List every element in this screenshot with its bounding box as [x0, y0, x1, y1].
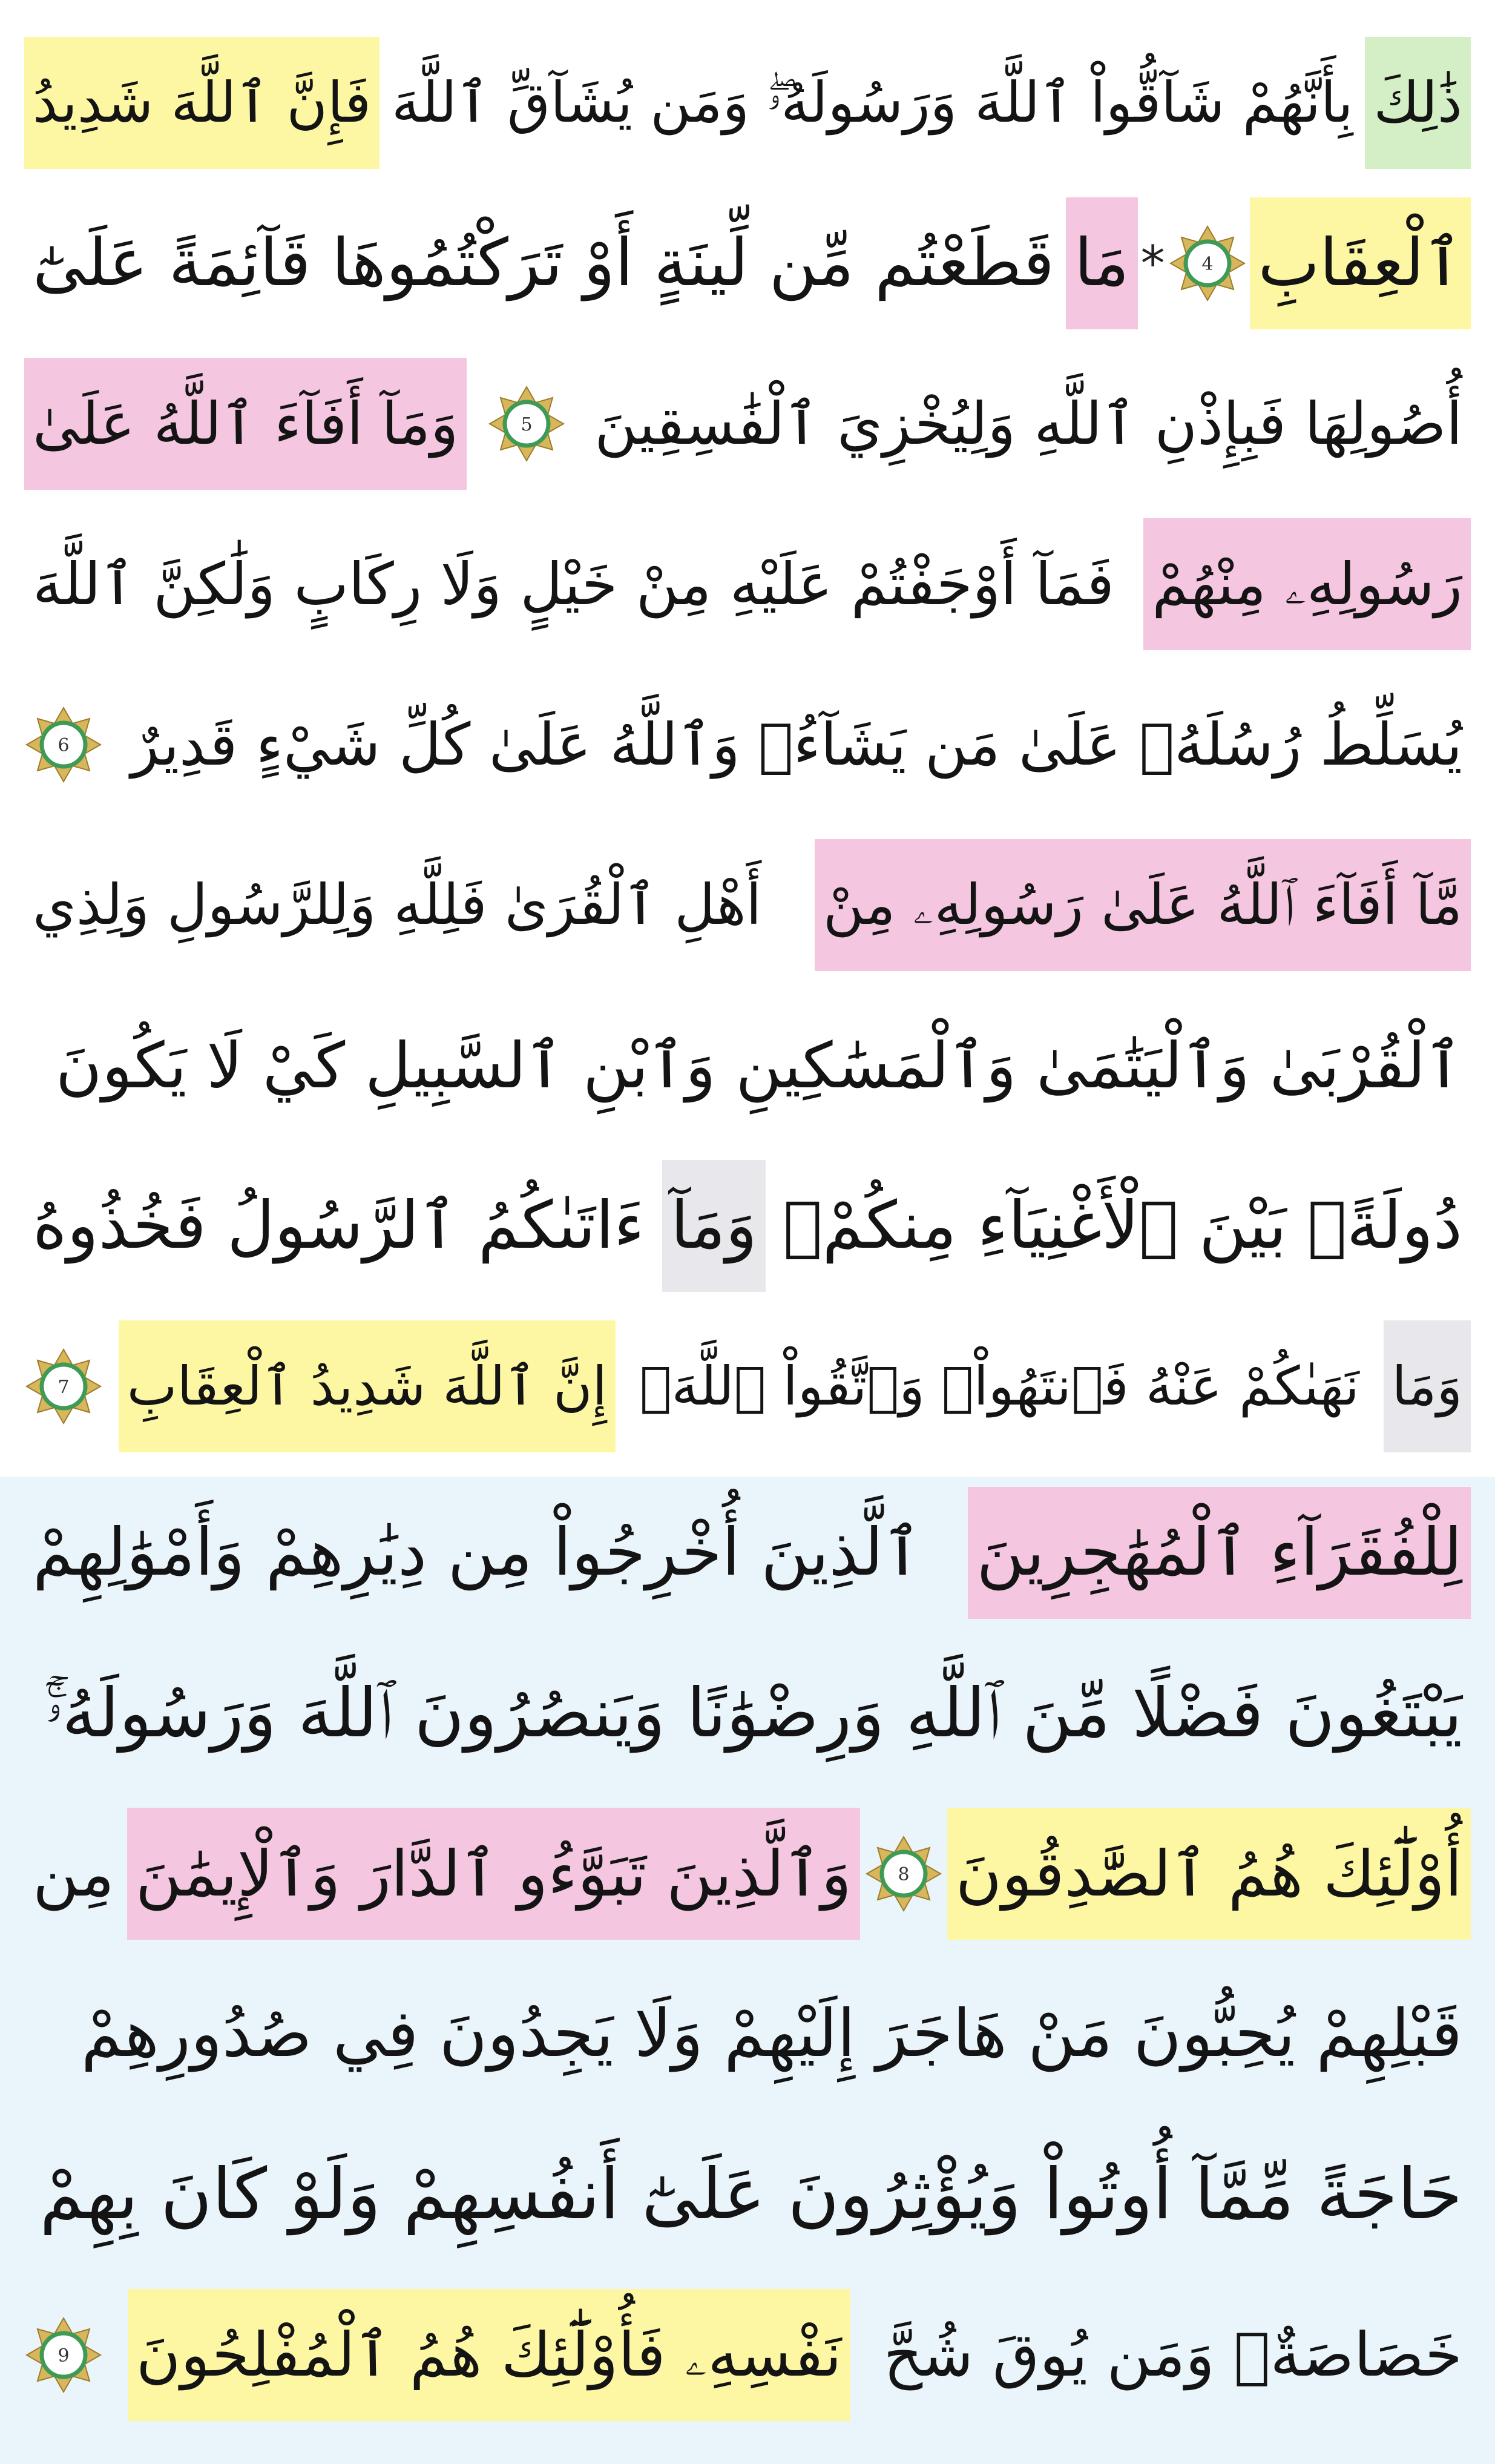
ayah-number: 9 — [58, 2345, 70, 2367]
section-star-icon: * — [1140, 235, 1165, 292]
highlighted-verse-text: مَا — [1066, 197, 1138, 329]
highlighted-verse-text: أُوْلَٰٓئِكَ هُمُ ٱلصَّٰدِقُونَ — [947, 1808, 1471, 1940]
ayah-number: 4 — [1201, 254, 1214, 275]
ayah-number: 5 — [521, 414, 533, 435]
verse-line — [24, 1958, 1471, 2110]
highlighted-verse-text: رَسُولِهِۦ مِنْهُمْ — [1143, 518, 1471, 650]
highlighted-verse-text: وَٱلَّذِينَ تَبَوَّءُو ٱلدَّارَ وَٱلْإِيمَٰنَ — [127, 1808, 860, 1940]
verse-text: بِأَنَّهُمْ شَآقُّواْ ٱللَّهَ وَرَسُولَهُۥۖ وَمَن يُشَآقِّ ٱللَّهَ — [391, 70, 1353, 135]
ayah-end-marker — [864, 1834, 943, 1913]
highlighted-verse-text: وَمَآ — [662, 1160, 766, 1292]
verse-line — [24, 990, 1471, 1141]
ayah-number: 7 — [58, 1377, 70, 1398]
verse-text: قَطَعْتُم مِّن لِّينَةٍ أَوْ تَرَكْتُمُوهَا قَآئِمَةً عَلَىٰٓ — [33, 225, 1054, 301]
verse-text: خَصَاصَةٌۚ وَمَن يُوقَ شُحَّ — [883, 2319, 1462, 2390]
highlighted-verse-text: مَّآ أَفَآءَ ٱللَّهُ عَلَىٰ رَسُولِهِۦ مِنْ — [815, 839, 1471, 971]
verse-line — [24, 1798, 1471, 1949]
verse-text: ءَاتَىٰكُمُ ٱلرَّسُولُ فَخُذُوهُ — [33, 1188, 645, 1263]
verse-line — [24, 669, 1471, 820]
highlighted-verse-text: وَمَآ أَفَآءَ ٱللَّهُ عَلَىٰ — [24, 358, 467, 490]
verse-text: أَهْلِ ٱلْقُرَىٰ فَلِلَّهِ وَلِلرَّسُولِ وَلِذِي — [33, 872, 762, 937]
highlighted-verse-text: لِلْفُقَرَآءِ ٱلْمُهَٰجِرِينَ — [968, 1487, 1471, 1619]
verse-line — [24, 27, 1471, 179]
verse-line — [24, 2119, 1471, 2270]
verse-text: يَبْتَغُونَ فَضْلًا مِّنَ ٱللَّهِ وَرِضْوَٰنًا وَيَنصُرُونَ ٱللَّهَ وَرَسُولَهُۥٓۚ — [45, 1674, 1462, 1753]
verse-line — [24, 348, 1471, 499]
highlighted-verse-text: ذَٰلِكَ — [1365, 37, 1471, 169]
verse-text: ٱلَّذِينَ أُخْرِجُواْ مِن دِيَٰرِهِمْ وَأَمْوَٰلِهِمْ — [33, 1515, 922, 1590]
highlighted-verse-text: وَمَا — [1384, 1320, 1471, 1452]
highlighted-verse-text: فَإِنَّ ٱللَّهَ شَدِيدُ — [24, 37, 380, 169]
verse-text: يُسَلِّطُ رُسُلَهُۥ عَلَىٰ مَن يَشَآءُۚ وَٱللَّهُ عَلَىٰ كُلِّ شَيْءٍ قَدِيرٌ — [131, 711, 1462, 779]
verse-line — [24, 509, 1471, 660]
verse-line — [24, 1150, 1471, 1302]
verse-text: فَمَآ أَوْجَفْتُمْ عَلَيْهِ مِنْ خَيْلٍ وَلَا رِكَابٍ وَلَٰكِنَّ ٱللَّهَ — [33, 550, 1114, 618]
ayah-end-marker — [487, 384, 566, 463]
verse-line — [24, 1311, 1471, 1462]
verse-text: نَهَىٰكُمْ عَنْهُ فَٱنتَهُواْۚ وَٱتَّقُواْ ٱللَّهَۖ — [639, 1355, 1359, 1417]
ayah-end-marker — [1168, 224, 1247, 303]
verse-text: حَاجَةً مِّمَّآ أُوتُواْ وَيُؤْثِرُونَ عَلَىٰٓ أَنفُسِهِمْ وَلَوْ كَانَ بِهِمْ — [39, 2153, 1462, 2235]
verse-line — [24, 829, 1471, 981]
ayah-end-marker — [24, 1347, 103, 1426]
verse-text: دُولَةًۢ بَيْنَ ٱلْأَغْنِيَآءِ مِنكُمْۚ — [783, 1188, 1462, 1263]
verse-line — [24, 2279, 1471, 2431]
verse-text: قَبْلِهِمْ يُحِبُّونَ مَنْ هَاجَرَ إِلَيْهِمْ وَلَا يَجِدُونَ فِي صُدُورِهِمْ — [80, 1996, 1462, 2072]
verse-text: أُصُولِهَا فَبِإِذْنِ ٱللَّهِ وَلِيُخْزِيَ ٱلْفَٰسِقِينَ — [594, 390, 1462, 458]
ayah-number: 6 — [58, 735, 70, 756]
verse-text: ٱلْقُرْبَىٰ وَٱلْيَتَٰمَىٰ وَٱلْمَسَٰكِينِ وَٱبْنِ ٱلسَّبِيلِ كَيْ لَا يَكُونَ — [55, 1029, 1462, 1102]
verse-line — [24, 1638, 1471, 1789]
highlighted-verse-text: نَفْسِهِۦ فَأُوْلَٰٓئِكَ هُمُ ٱلْمُفْلِحُونَ — [128, 2289, 850, 2421]
verse-line — [24, 1477, 1471, 1629]
ayah-number: 8 — [898, 1864, 910, 1885]
verse-text: مِن — [33, 1837, 114, 1911]
ayah-end-marker — [24, 2316, 103, 2394]
highlighted-verse-text: إِنَّ ٱللَّهَ شَدِيدُ ٱلْعِقَابِ — [119, 1320, 616, 1452]
ayah-end-marker — [24, 705, 103, 784]
verse-line — [24, 188, 1471, 339]
highlighted-verse-text: ٱلْعِقَابِ — [1250, 197, 1471, 329]
